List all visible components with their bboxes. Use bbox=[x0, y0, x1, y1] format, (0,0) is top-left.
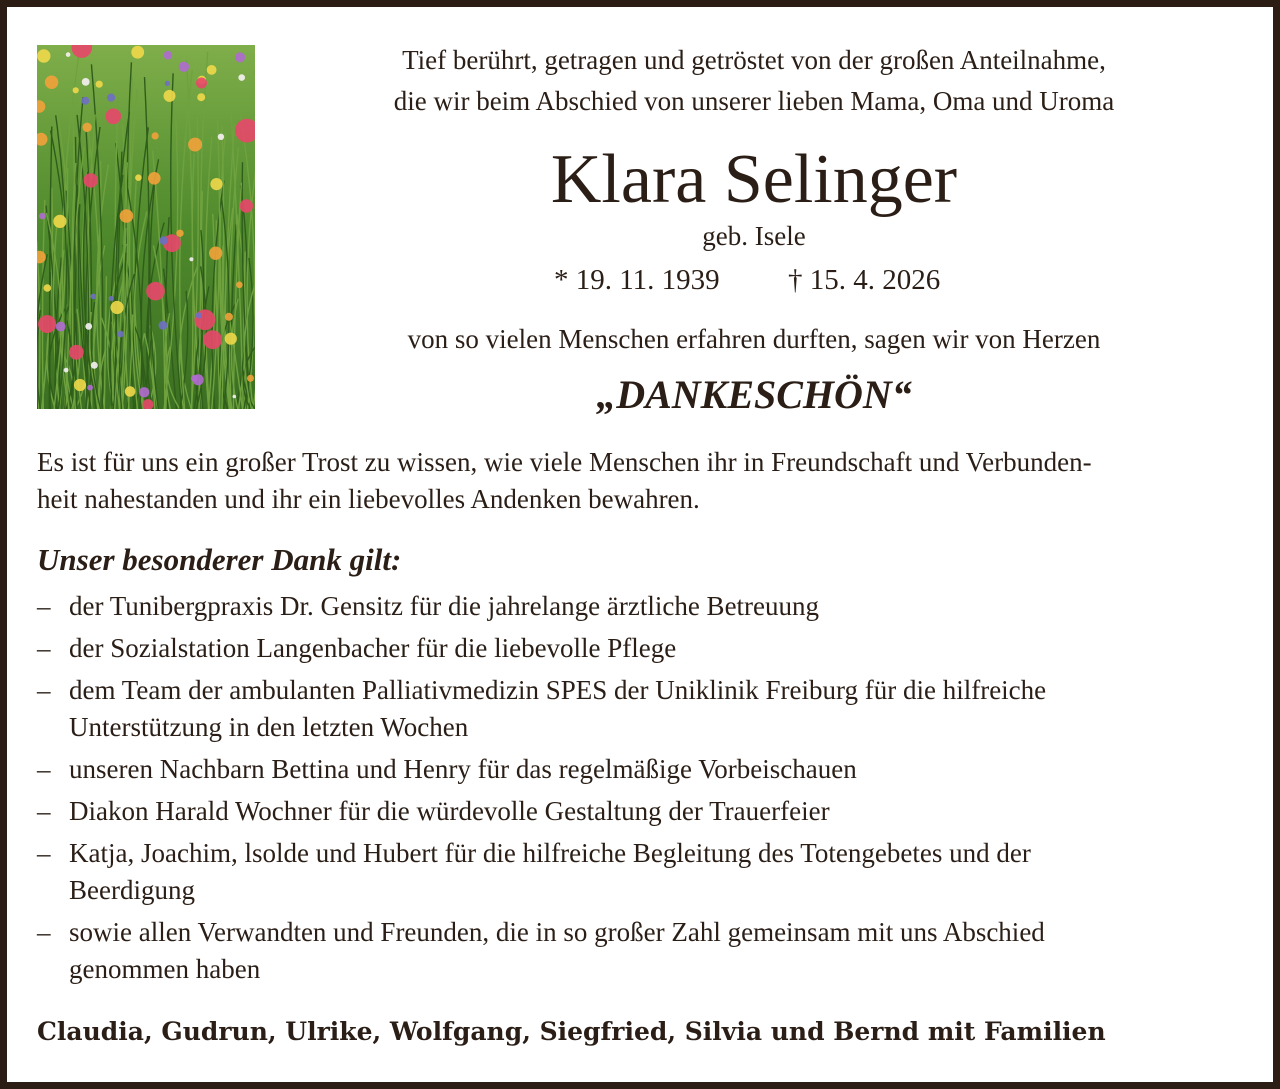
flower-blossom bbox=[69, 345, 84, 360]
list-item-text-continued: Unterstützung in den letzten Wochen bbox=[69, 712, 469, 742]
flower-blossom bbox=[233, 395, 237, 399]
dash-bullet: – bbox=[37, 591, 51, 621]
dash-bullet: – bbox=[37, 754, 51, 784]
body-line-1: Es ist für uns ein großer Trost zu wissen, wie viele Menschen ihr in Freundschaft und Verbunden- bbox=[37, 447, 1092, 477]
dash-bullet: – bbox=[37, 675, 51, 705]
flower-blossom bbox=[176, 230, 183, 237]
flower-blossom bbox=[106, 109, 122, 125]
flower-blossom bbox=[203, 330, 222, 349]
flower-blossom bbox=[74, 379, 86, 391]
flower-blossom bbox=[39, 213, 46, 220]
flower-blossom bbox=[152, 132, 159, 139]
flower-blossom bbox=[139, 387, 149, 397]
dash-bullet: – bbox=[37, 796, 51, 826]
list-item-text: unseren Nachbarn Bettina und Henry für das regelmäßige Vorbeischauen bbox=[69, 754, 857, 784]
list-item-text: der Tunibergpraxis Dr. Gensitz für die jahrelange ärztliche Betreuung bbox=[69, 591, 820, 621]
flower-blossom bbox=[85, 323, 92, 330]
wildflower-meadow-photo bbox=[37, 45, 255, 409]
flower-blossom bbox=[91, 362, 98, 369]
flower-blossom bbox=[64, 368, 69, 373]
flower-blossom bbox=[164, 51, 173, 60]
dash-bullet: – bbox=[37, 838, 51, 868]
dash-bullet: – bbox=[37, 917, 51, 947]
flower-blossom bbox=[87, 385, 93, 391]
flower-blossom bbox=[82, 123, 91, 132]
meadow-illustration bbox=[37, 45, 255, 409]
body-paragraph bbox=[37, 444, 1257, 518]
flower-blossom bbox=[193, 374, 204, 385]
flower-blossom bbox=[238, 74, 245, 81]
death-date: † 15. 4. 2026 bbox=[788, 264, 941, 296]
list-item-text: dem Team der ambulanten Palliativmedizin SPES der Uniklinik Freiburg für die hilfreiche bbox=[69, 675, 1047, 705]
flower-blossom bbox=[146, 282, 165, 301]
list-item bbox=[37, 672, 1257, 746]
intro-text bbox=[300, 40, 1208, 122]
flower-blossom bbox=[210, 178, 222, 190]
list-item bbox=[37, 793, 1257, 830]
flower-blossom bbox=[131, 46, 144, 59]
deceased-name: Klara Selinger bbox=[550, 141, 958, 218]
flower-blossom bbox=[37, 49, 50, 62]
list-item-text: sowie allen Verwandten und Freunden, die in so großer Zahl gemeinsam mit uns Abschied bbox=[69, 917, 1045, 947]
flower-blossom bbox=[66, 52, 71, 57]
flower-blossom bbox=[196, 78, 207, 89]
flower-blossom bbox=[56, 322, 66, 332]
flower-blossom bbox=[218, 134, 224, 140]
flower-blossom bbox=[82, 78, 90, 86]
flower-blossom bbox=[38, 315, 56, 333]
flower-blossom bbox=[196, 312, 202, 318]
flower-blossom bbox=[207, 65, 217, 75]
flower-blossom bbox=[179, 62, 189, 72]
flower-blossom bbox=[189, 257, 193, 261]
flower-blossom bbox=[120, 209, 134, 223]
flower-blossom bbox=[45, 76, 58, 89]
body-line-2: heit nahestanden und ihr ein liebevolles Andenken bewahren. bbox=[37, 484, 700, 514]
flower-blossom bbox=[165, 81, 170, 86]
list-item-text: der Sozialstation Langenbacher für die liebevolle Pflege bbox=[69, 633, 677, 663]
flower-blossom bbox=[197, 93, 205, 101]
list-item-text-continued: Beerdigung bbox=[69, 875, 195, 905]
flower-blossom bbox=[96, 81, 103, 88]
flower-blossom bbox=[109, 296, 114, 301]
flower-blossom bbox=[235, 52, 245, 62]
intro-line-2: die wir beim Abschied von unserer lieben Mama, Oma und Uroma bbox=[393, 86, 1115, 116]
flower-blossom bbox=[81, 97, 89, 105]
flower-blossom bbox=[240, 199, 253, 212]
dankeschoen-heading: „DANKESCHÖN“ bbox=[596, 372, 912, 417]
flower-blossom bbox=[160, 236, 168, 244]
flower-blossom bbox=[107, 94, 115, 102]
flower-blossom bbox=[225, 313, 233, 321]
flower-blossom bbox=[84, 173, 98, 187]
flower-blossom bbox=[125, 386, 136, 397]
list-item bbox=[37, 914, 1257, 988]
signature-families: Claudia, Gudrun, Ulrike, Wolfgang, Siegfried, Silvia und Bernd mit Familien bbox=[37, 1017, 1106, 1046]
flower-blossom bbox=[247, 375, 254, 382]
flower-blossom bbox=[73, 87, 79, 93]
dash-bullet: – bbox=[37, 633, 51, 663]
flower-blossom bbox=[44, 284, 52, 292]
flower-blossom bbox=[209, 247, 222, 260]
list-item-text: Katja, Joachim, lsolde und Hubert für die hilfreiche Begleitung des Totengebetes und der bbox=[69, 838, 1031, 868]
list-item bbox=[37, 630, 1257, 667]
thanks-list bbox=[37, 588, 1257, 993]
flower-blossom bbox=[111, 301, 124, 314]
flower-blossom bbox=[53, 215, 66, 228]
flower-blossom bbox=[91, 294, 97, 300]
list-item bbox=[37, 588, 1257, 625]
thanks-heading: Unser besonderer Dank gilt: bbox=[37, 542, 402, 577]
message-line: von so vielen Menschen erfahren durften, sagen wir von Herzen bbox=[407, 324, 1101, 354]
flower-blossom bbox=[135, 174, 142, 181]
flower-blossom bbox=[188, 138, 202, 152]
list-item bbox=[37, 835, 1257, 909]
flower-blossom bbox=[148, 172, 161, 185]
flower-blossom bbox=[225, 333, 237, 345]
flower-blossom bbox=[164, 90, 176, 102]
flower-blossom bbox=[236, 282, 243, 289]
list-item-text-continued: genommen haben bbox=[69, 954, 261, 984]
intro-line-1: Tief berührt, getragen und getröstet von der großen Anteilnahme, bbox=[402, 45, 1106, 75]
birth-date: * 19. 11. 1939 bbox=[554, 264, 720, 296]
flower-blossom bbox=[117, 331, 124, 338]
list-item bbox=[37, 751, 1257, 788]
list-item-text: Diakon Harald Wochner für die würdevolle Gestaltung der Trauerfeier bbox=[69, 796, 830, 826]
flower-blossom bbox=[159, 321, 168, 330]
born-name: geb. Isele bbox=[702, 221, 806, 251]
flower-blossom bbox=[195, 309, 216, 330]
